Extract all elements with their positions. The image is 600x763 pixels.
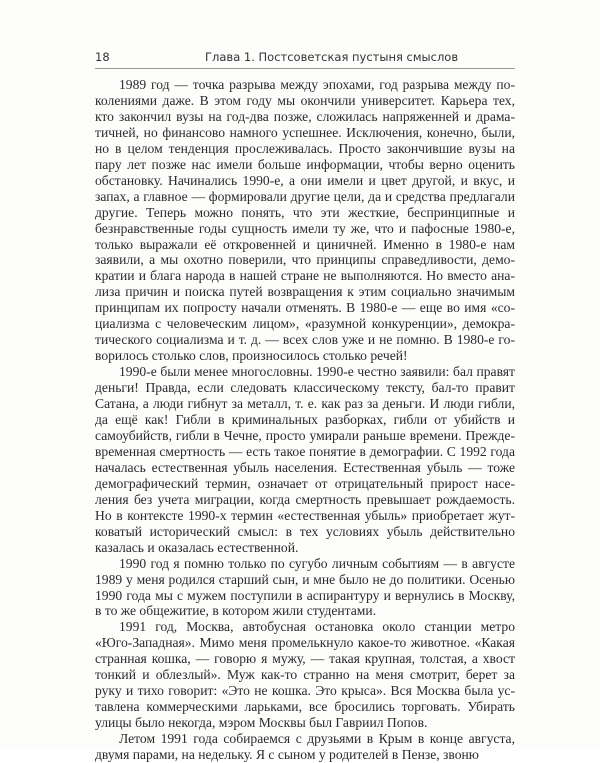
page-number: 18 xyxy=(95,50,110,64)
paragraph: 1990-е были менее многословны. 1990-е честно заявили: бал правят деньги! Правда, если следовать классическому тексту, бал-то правит Сатана, а люди гибнут за металл, т. е. как раз за деньги. И люди гибли, да ещё как! Гибли в криминальных разборках, гибли от убийств и самоубийств, гибли в Чечне, просто умирали раньше времени. Преждевременная смертность — есть такое понятие в демографии. С 1992 года началась естественная убыль населения. Естественная убыль — тоже демографический термин, означает от отрицательный прирост населения без учета миграции, когда смертность превышает рождаемость. Но в контексте 1990-х термин «естественная убыль» приобретает жутковатый исторический смысл: в тех условиях убыль действительно казалась и оказалась естественной. xyxy=(95,364,515,555)
paragraph: 1989 год — точка разрыва между эпохами, год разрыва между поколениями даже. В этом году мы окончили университет. Карьера тех, кто закончил вузы на год-два позже, сложилась напряженней и драматичней, но финансово намного успешнее. Исключения, конечно, были, но в целом тенденция прослеживалась. Просто закончившие вузы на пару лет позже нас имели больше информации, чтобы верно оценить обстановку. Начинались 1990-е, а они имели и цвет другой, и вкус, и запах, а главное — формировали другие цели, да и средства предлагали другие. Теперь можно понять, что эти жесткие, беспринципные и безнравственные годы сущность имели ту же, что и пафосные 1980-е, только выражали её откровенней и циничней. Именно в 1980-е нам заявили, а мы охотно поверили, что принципы справедливости, демократии и блага народа в нашей стране не выполняются. Но вместо анализа причин и поиска путей возвращения к этим социально значимым принципам их попросту начали отменять. В 1980-е — еще во имя «социализма с человеческим лицом», «разумной конкуренции», демократического социализма и т. д. — всех слов уже и не помню. В 1980-е говорилось столько слов, произносилось столько речей! xyxy=(95,77,515,364)
chapter-title: Глава 1. Постсоветская пустыня смыслов xyxy=(205,50,459,64)
body-text xyxy=(95,77,515,763)
paragraph: Летом 1991 года собираемся с друзьями в Крым в конце августа, двумя парами, на недельку. Я с сыном у родителей в Пензе, звоню xyxy=(95,731,515,763)
header-rule xyxy=(95,68,515,69)
running-head xyxy=(95,50,515,66)
paragraph: 1990 год я помню только по сугубо личным событиям — в августе 1989 у меня родился старший сын, и мне было не до политики. Осенью 1990 года мы с мужем поступили в аспирантуру и вернулись в Москву, в то же общежитие, в котором жили студентами. xyxy=(95,555,515,619)
paragraph: 1991 год, Москва, автобусная остановка около станции метро «Юго-Западная». Мимо меня промелькнуло какое-то животное. «Какая странная кошка, — говорю я мужу, — такая крупная, толстая, а хвост тонкий и облезлый». Муж как-то странно на меня смотрит, берет за руку и тихо говорит: «Это не кошка. Это крыса». Вся Москва была уставлена коммерческими ларьками, все бросились торговать. Убирать улицы было некогда, мэром Москвы был Гавриил Попов. xyxy=(95,619,515,731)
